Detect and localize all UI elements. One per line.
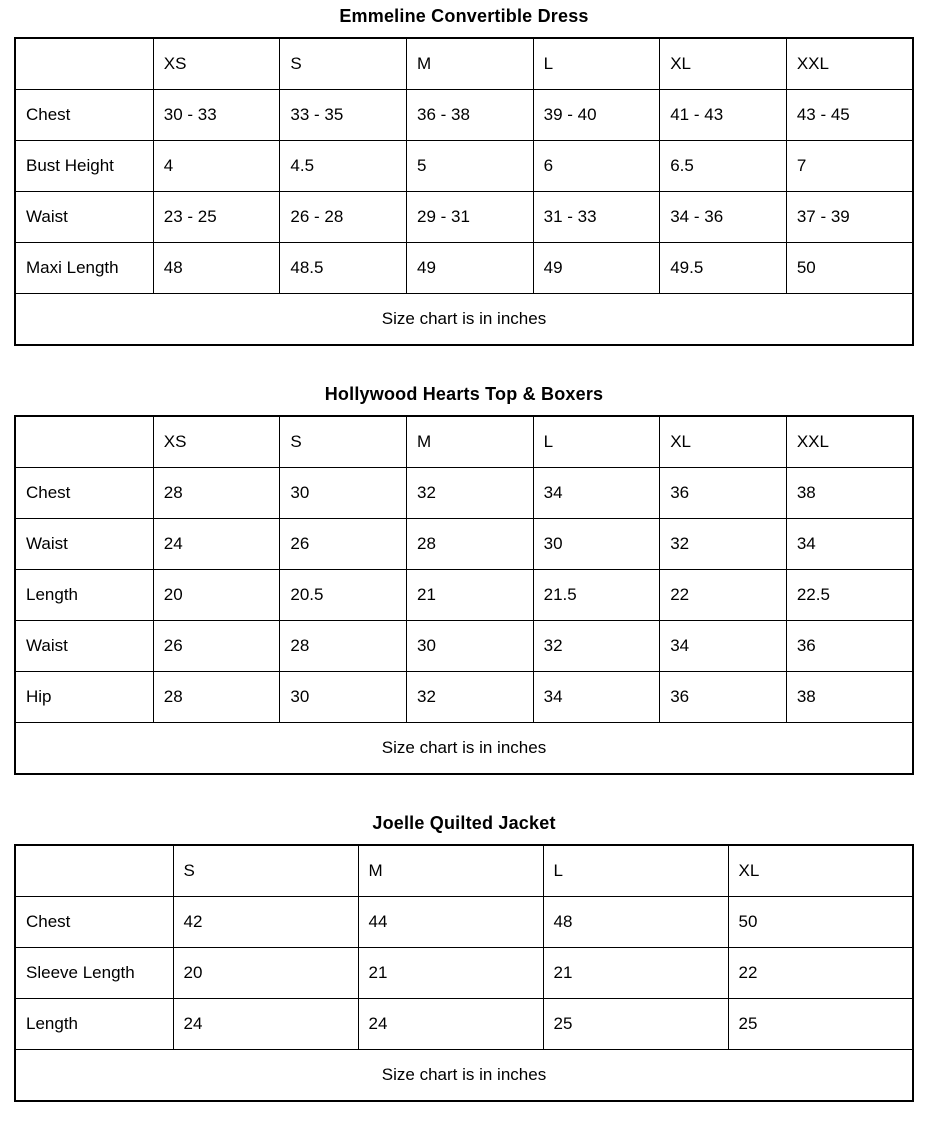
measurement-value: 42 <box>173 897 358 948</box>
size-header-row <box>15 416 913 468</box>
size-column-header: XS <box>153 38 280 90</box>
measurement-value: 34 - 36 <box>660 192 787 243</box>
size-column-header: S <box>173 845 358 897</box>
measurement-value: 50 <box>728 897 913 948</box>
size-column-header: L <box>533 416 660 468</box>
table-row <box>15 243 913 294</box>
measurement-value: 21 <box>358 948 543 999</box>
measurement-value: 5 <box>407 141 534 192</box>
size-column-header: XS <box>153 416 280 468</box>
measurement-value: 36 <box>660 468 787 519</box>
measurement-value: 24 <box>173 999 358 1050</box>
size-column-header: XL <box>660 38 787 90</box>
measurement-value: 30 <box>407 621 534 672</box>
measurement-label: Length <box>15 570 153 621</box>
measurement-value: 36 - 38 <box>407 90 534 141</box>
measurement-value: 7 <box>786 141 913 192</box>
measurement-value: 32 <box>533 621 660 672</box>
table-row <box>15 192 913 243</box>
table-row <box>15 999 913 1050</box>
corner-cell <box>15 38 153 90</box>
measurement-value: 21 <box>407 570 534 621</box>
size-chart-title: Emmeline Convertible Dress <box>339 6 589 26</box>
measurement-value: 34 <box>533 672 660 723</box>
size-chart-section <box>14 384 914 775</box>
size-header-row <box>15 38 913 90</box>
size-chart-section <box>14 6 914 346</box>
size-chart-table <box>14 37 914 346</box>
measurement-value: 28 <box>280 621 407 672</box>
measurement-value: 36 <box>660 672 787 723</box>
measurement-value: 49 <box>407 243 534 294</box>
measurement-value: 24 <box>153 519 280 570</box>
measurement-label: Chest <box>15 468 153 519</box>
measurement-value: 29 - 31 <box>407 192 534 243</box>
measurement-label: Length <box>15 999 173 1050</box>
corner-cell <box>15 416 153 468</box>
measurement-value: 41 - 43 <box>660 90 787 141</box>
measurement-value: 43 - 45 <box>786 90 913 141</box>
table-row <box>15 570 913 621</box>
measurement-value: 4.5 <box>280 141 407 192</box>
measurement-label: Sleeve Length <box>15 948 173 999</box>
table-row <box>15 519 913 570</box>
measurement-value: 20.5 <box>280 570 407 621</box>
size-chart-table <box>14 415 914 775</box>
size-column-header: M <box>407 416 534 468</box>
size-column-header: M <box>407 38 534 90</box>
measurement-value: 30 <box>280 672 407 723</box>
measurement-value: 49 <box>533 243 660 294</box>
measurement-value: 48 <box>153 243 280 294</box>
measurement-value: 44 <box>358 897 543 948</box>
size-column-header: XXL <box>786 38 913 90</box>
measurement-value: 48 <box>543 897 728 948</box>
footnote-row <box>15 294 913 346</box>
measurement-value: 50 <box>786 243 913 294</box>
measurement-value: 49.5 <box>660 243 787 294</box>
size-column-header: S <box>280 38 407 90</box>
measurement-value: 30 - 33 <box>153 90 280 141</box>
measurement-value: 21 <box>543 948 728 999</box>
measurement-value: 34 <box>660 621 787 672</box>
table-row <box>15 468 913 519</box>
measurement-value: 28 <box>407 519 534 570</box>
measurement-value: 32 <box>407 672 534 723</box>
table-row <box>15 672 913 723</box>
size-chart-footnote: Size chart is in inches <box>15 723 913 775</box>
measurement-value: 22 <box>660 570 787 621</box>
measurement-label: Waist <box>15 519 153 570</box>
measurement-value: 23 - 25 <box>153 192 280 243</box>
measurement-value: 31 - 33 <box>533 192 660 243</box>
measurement-value: 28 <box>153 672 280 723</box>
table-row <box>15 141 913 192</box>
measurement-label: Maxi Length <box>15 243 153 294</box>
measurement-value: 34 <box>533 468 660 519</box>
size-chart-footnote: Size chart is in inches <box>15 1050 913 1102</box>
measurement-value: 26 <box>280 519 407 570</box>
size-chart-footnote: Size chart is in inches <box>15 294 913 346</box>
size-column-header: L <box>543 845 728 897</box>
measurement-value: 30 <box>533 519 660 570</box>
measurement-value: 25 <box>728 999 913 1050</box>
size-header-row <box>15 845 913 897</box>
measurement-value: 22.5 <box>786 570 913 621</box>
measurement-value: 20 <box>173 948 358 999</box>
table-row <box>15 948 913 999</box>
size-column-header: L <box>533 38 660 90</box>
measurement-label: Chest <box>15 897 173 948</box>
measurement-value: 32 <box>407 468 534 519</box>
measurement-label: Waist <box>15 192 153 243</box>
measurement-value: 30 <box>280 468 407 519</box>
footnote-row <box>15 1050 913 1102</box>
table-row <box>15 897 913 948</box>
measurement-value: 48.5 <box>280 243 407 294</box>
measurement-value: 26 <box>153 621 280 672</box>
measurement-value: 28 <box>153 468 280 519</box>
measurement-value: 39 - 40 <box>533 90 660 141</box>
measurement-value: 38 <box>786 672 913 723</box>
measurement-value: 20 <box>153 570 280 621</box>
measurement-label: Waist <box>15 621 153 672</box>
size-chart-section <box>14 813 914 1102</box>
footnote-row <box>15 723 913 775</box>
size-column-header: XL <box>660 416 787 468</box>
size-chart-title: Joelle Quilted Jacket <box>372 813 556 833</box>
table-row <box>15 621 913 672</box>
size-column-header: M <box>358 845 543 897</box>
size-chart-table <box>14 844 914 1102</box>
measurement-label: Bust Height <box>15 141 153 192</box>
size-chart-title: Hollywood Hearts Top & Boxers <box>324 384 604 404</box>
measurement-value: 6.5 <box>660 141 787 192</box>
measurement-label: Chest <box>15 90 153 141</box>
corner-cell <box>15 845 173 897</box>
measurement-value: 4 <box>153 141 280 192</box>
size-column-header: XL <box>728 845 913 897</box>
measurement-value: 34 <box>786 519 913 570</box>
size-column-header: S <box>280 416 407 468</box>
measurement-value: 32 <box>660 519 787 570</box>
size-column-header: XXL <box>786 416 913 468</box>
measurement-value: 38 <box>786 468 913 519</box>
measurement-value: 26 - 28 <box>280 192 407 243</box>
measurement-value: 6 <box>533 141 660 192</box>
table-row <box>15 90 913 141</box>
measurement-value: 21.5 <box>533 570 660 621</box>
measurement-value: 33 - 35 <box>280 90 407 141</box>
measurement-value: 22 <box>728 948 913 999</box>
measurement-label: Hip <box>15 672 153 723</box>
measurement-value: 25 <box>543 999 728 1050</box>
measurement-value: 24 <box>358 999 543 1050</box>
measurement-value: 37 - 39 <box>786 192 913 243</box>
measurement-value: 36 <box>786 621 913 672</box>
